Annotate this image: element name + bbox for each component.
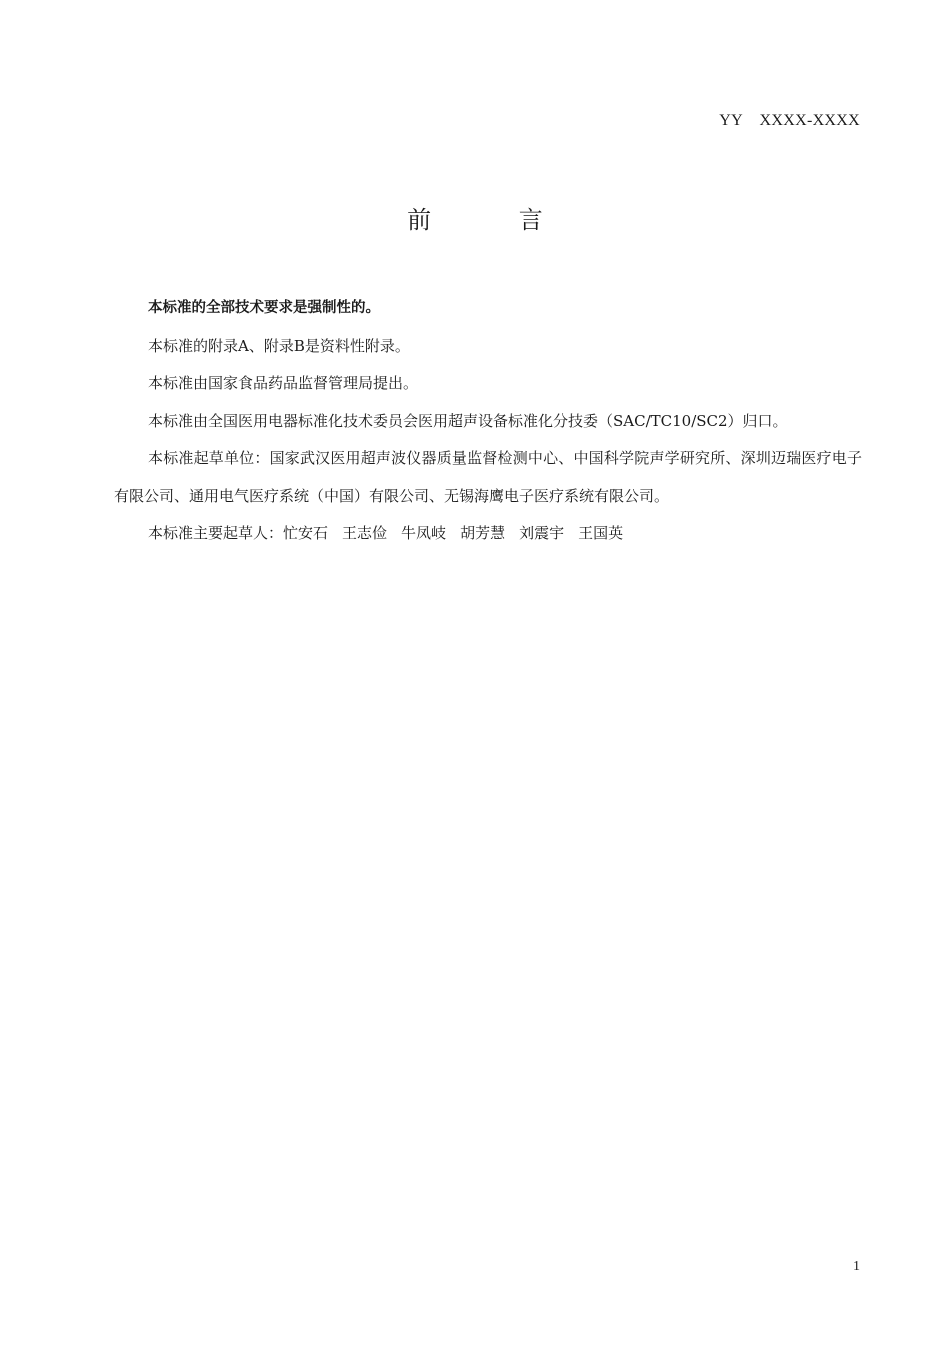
drafter-name: 王国英 xyxy=(578,524,624,542)
foreword-body xyxy=(114,290,862,553)
standard-code: YY XXXX-XXXX xyxy=(719,112,860,129)
drafter-name: 胡芳慧 xyxy=(460,524,506,542)
drafter-name: 忙安石 xyxy=(283,524,329,542)
page-number: 1 xyxy=(853,1259,860,1274)
drafter-name: 刘震宇 xyxy=(519,524,565,542)
paragraph-proposed: 本标准由国家食品药品监督管理局提出。 xyxy=(148,374,419,392)
drafter-name: 王志俭 xyxy=(342,524,388,542)
paragraph-mandatory: 本标准的全部技术要求是强制性的。 xyxy=(148,300,380,316)
drafters-label: 本标准主要起草人： xyxy=(148,524,284,542)
paragraph-appendix: 本标准的附录A、附录B是资料性附录。 xyxy=(148,336,410,355)
paragraph-centralized: 本标准由全国医用电器标准化技术委员会医用超声设备标准化分技委（SAC/TC10/SC2）归口。 xyxy=(148,411,788,430)
drafter-name: 牛凤岐 xyxy=(401,524,447,542)
paragraph-drafters xyxy=(114,515,862,553)
paragraph-drafting-units: 本标准起草单位：国家武汉医用超声波仪器质量监督检测中心、中国科学院声学研究所、深圳迈瑞医疗电子有限公司、通用电气医疗系统（中国）有限公司、无锡海鹰电子医疗系统有限公司。 xyxy=(114,449,862,505)
page-title: 前 言 xyxy=(407,206,583,234)
